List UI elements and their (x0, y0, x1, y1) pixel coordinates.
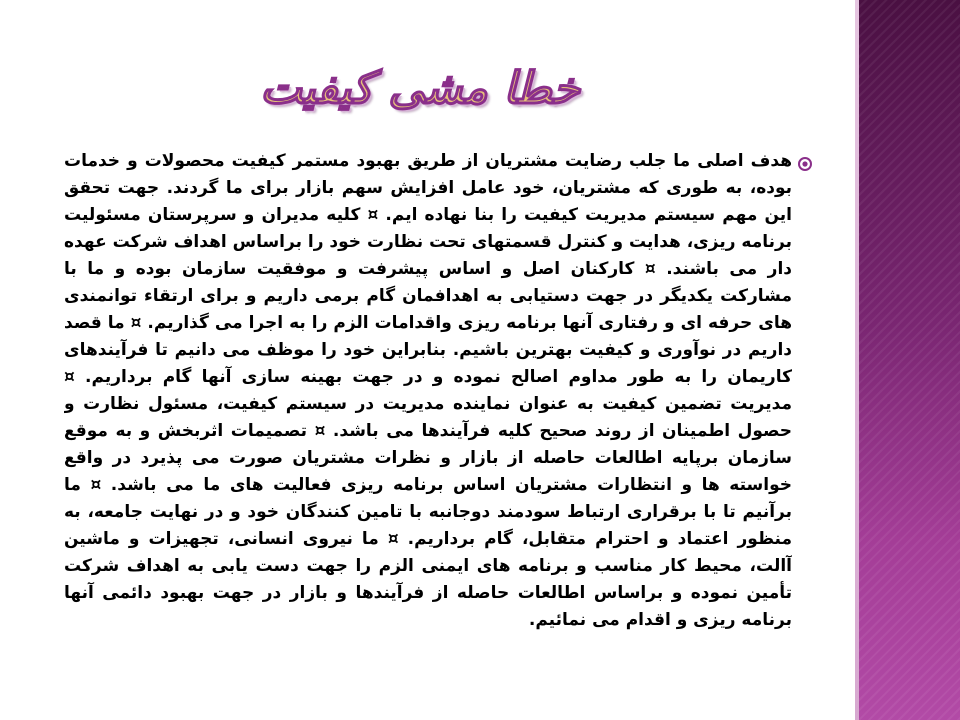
bullet-ring-icon (797, 156, 813, 172)
slide-body-text: هدف اصلی ما جلب رضایت مشتریان از طریق بهبود مستمر کیفیت محصولات و خدمات بوده، به طوری که مشتریان، خود عامل افزایش سهم بازار برای ما گردند. جهت تحقق این مهم سیستم مدیریت کیفیت را بنا نهاده ایم. ¤ کلیه مدیران و سرپرستان مسئولیت برنامه ریزی، هدایت و کنترل قسمتهای تحت نظارت خود را براساس اهداف شرکت عهده دار می باشند. ¤ کارکنان اصل و اساس پیشرفت و موفقیت سازمان بوده و ما با مشارکت یکدیگر در جهت دستیابی به اهدافمان گام برمی داریم و برای ارتقاء توانمندی های حرفه ای و رفتاری آنها برنامه ریزی واقدامات الزم را به اجرا می گذاریم. ¤ ما قصد داریم در نوآوری و کیفیت بهترین باشیم. بنابراین خود را موظف می دانیم تا فرآیندهای کاریمان را به طور مداوم اصالح نموده و در جهت بهینه سازی آنها گام برداریم. ¤ مدیریت تضمین کیفیت به عنوان نماینده مدیریت در سیستم کیفیت، مسئول نظارت و حصول اطمینان از روند صحیح کلیه فرآیندها می باشد. ¤ تصمیمات اثربخش و به موقع سازمان برپایه اطالعات حاصله از بازار و نظرات مشتریان صورت می پذیرد در واقع خواسته ها و انتظارات مشتریان اساس برنامه ریزی فعالیت های ما می باشد. ¤ ما برآنیم تا با برقراری ارتباط سودمند دوجانبه با تامین کنندگان خود و در نهایت جامعه، به منظور اعتماد و احترام متقابل، گام برداریم. ¤ ما نیروی انسانی، تجهیزات و ماشین آالت، محیط کار مناسب و برنامه های ایمنی الزم را جهت دست یابی به اهداف شرکت تأمین نموده و براساس اطالعات حاصله از فرآیندها و بازار در جهت بهبود دائمی آنها برنامه ریزی و اقدام می نمائیم. (64, 151, 792, 630)
side-bar-edge (855, 0, 859, 720)
decorative-side-bar (855, 0, 960, 720)
slide-title: خطا مشی کیفیت (260, 63, 580, 114)
